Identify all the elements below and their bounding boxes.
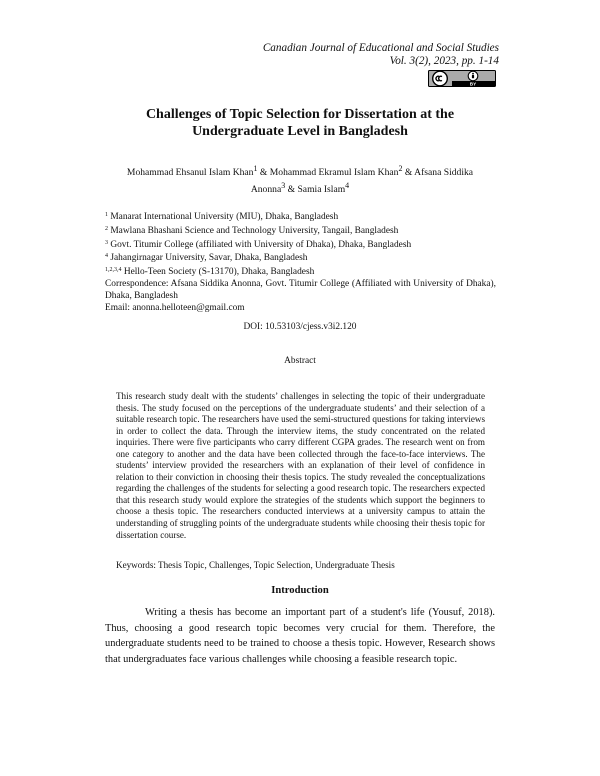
author-list: Mohammad Ehsanul Islam Khan$^1$ & Mohammad Ekramul Islam Khan$^2$ & Afsana Siddika Anonna$^3$ & Samia Islam$^4$	[126, 164, 474, 196]
author-name: Mohammad Ehsanul Islam Khan	[126, 167, 254, 179]
abstract-text: This research study dealt with the students’ challenges in selecting the topic of their undergraduate thesis. The study focused on the perceptions of the undergraduate students’ and their selection of a suitable research topic. The researchers have used the semi-structured questions for taking interviews in order to collect the data. Through the interview items, the study concentrated on the related inquiries. There were five participants who carry different CGPA grades. The research went on from one category to another and the data have been collected through the face-to-face interviews. The students’ interview provided the researchers with an explanation of their level of confidence in relation to their conviction in choosing their thesis topics. The study revealed the conceptualizations regarding the challenges of the students for selecting a good research topic. The researchers expected that this research study would explore the strategies of the students which support the beginners to choose a thesis topic. The researchers conducted interviews at a university campus to attain the understanding of struggling points of the undergraduate students while choosing their thesis topic for dissertation course.	[116, 391, 485, 540]
affiliation-item: $^3$ Govt. Titumir College (affiliated with University of Dhaka), Dhaka, Bangladesh	[105, 239, 412, 250]
author-name: Afsana Siddika	[414, 167, 474, 179]
email-link[interactable]: Email: anonna.helloteen@gmail.com	[105, 302, 245, 313]
affiliation-item: $^{1,2,3,4}$ Hello-Teen Society (S-13170), Dhaka, Bangladesh	[105, 267, 315, 278]
affiliation-list	[105, 210, 496, 314]
by-person-icon	[468, 71, 478, 81]
affiliation-item: $^2$ Mawlana Bhashani Science and Technology University, Tangail, Bangladesh	[105, 225, 399, 236]
affiliation-item: $^1$ Manarat International University (MIU), Dhaka, Bangladesh	[105, 212, 339, 222]
affiliation-item: $^4$ Jahangirnagar University, Savar, Dhaka, Bangladesh	[105, 253, 308, 264]
keywords: Keywords: Thesis Topic, Challenges, Topic Selection, Undergraduate Thesis	[116, 560, 395, 570]
paper-title: Challenges of Topic Selection for Dissertation at the Undergraduate Level in Bangladesh	[145, 107, 455, 139]
introduction-heading: Introduction	[271, 585, 329, 596]
journal-name: Canadian Journal of Educational and Social Studies	[262, 42, 499, 54]
cc-icon	[433, 71, 448, 86]
author-mark: 1	[253, 164, 258, 173]
author-name: Anonna	[250, 184, 282, 196]
author-name: Mohammad Ekramul Islam Khan	[269, 167, 399, 179]
doi-link[interactable]: DOI: 10.53103/cjess.v3i2.120	[243, 322, 357, 332]
author-mark: 2	[398, 164, 403, 173]
author-mark: 3	[281, 181, 286, 191]
journal-volume: Vol. 3(2), 2023, pp. 1-14	[389, 55, 499, 67]
correspondence: Correspondence: Afsana Siddika Anonna, Govt. Titumir College (Affiliated with University of Dhaka), Dhaka, Bangladesh	[105, 278, 496, 301]
cc-by-license-badge[interactable]	[428, 70, 496, 87]
by-label: BY	[469, 81, 477, 87]
abstract-heading: Abstract	[284, 356, 316, 366]
author-mark: 4	[345, 181, 350, 191]
author-name: Samia Islam	[297, 184, 346, 196]
introduction-text: Writing a thesis has become an important part of a student's life (Yousuf, 2018). Thus, choosing a good research topic becomes very crucial for them. Therefore, the undergraduate students need to be trained to choose a thesis topic. However, Research shows that undergraduates face various challenges while choosing a feasible research topic.	[105, 607, 495, 665]
